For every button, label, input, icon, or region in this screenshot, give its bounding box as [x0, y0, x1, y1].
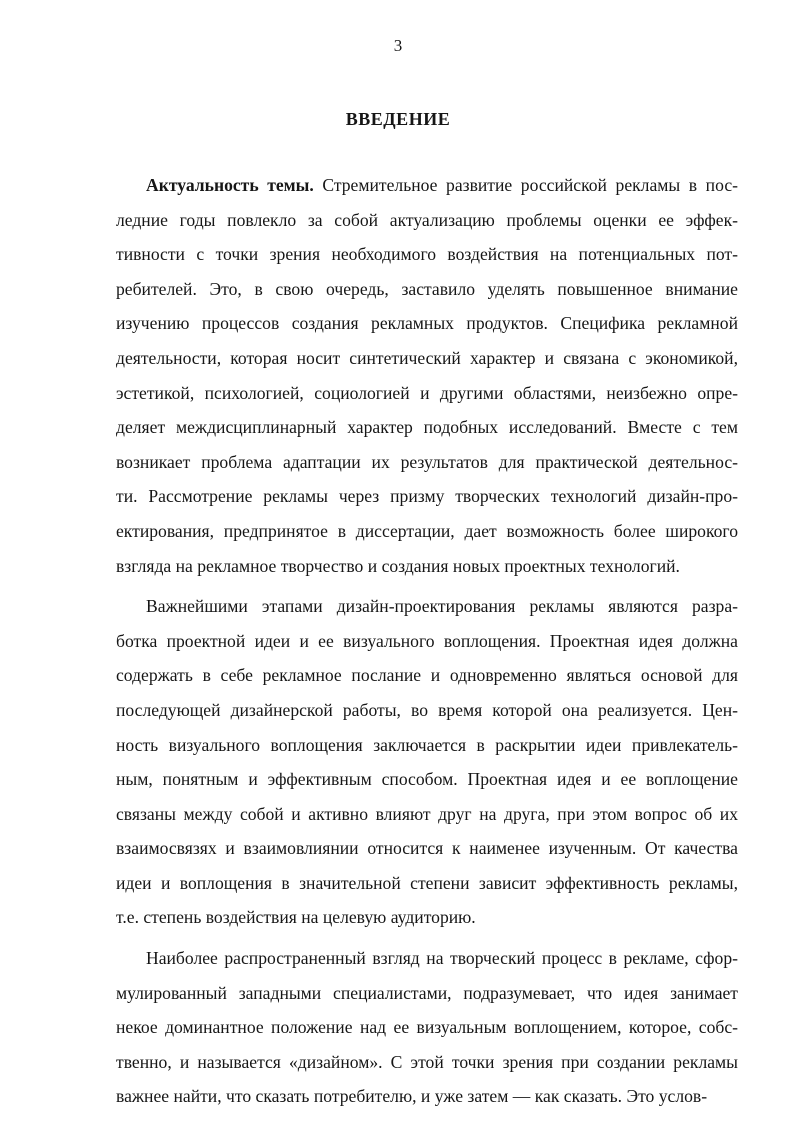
text-line	[116, 1045, 738, 1080]
text-line-content: твенно, и называется «дизайном». С этой точки зрения при создании рекламы	[116, 1051, 738, 1072]
text-line	[116, 445, 738, 480]
text-line	[116, 728, 738, 763]
paragraph	[116, 941, 738, 1114]
text-line-content: ребителей. Это, в свою очередь, заставило уделять повышенное внимание	[116, 278, 738, 299]
text-line-content: возникает проблема адаптации их результатов для практической деятельнос-	[116, 451, 738, 472]
text-line	[116, 168, 738, 203]
text-line	[116, 976, 738, 1011]
text-line	[116, 376, 738, 411]
text-line-content: взгляда на рекламное творчество и создания новых проектных технологий.	[116, 555, 680, 576]
text-line-content: т.е. степень воздействия на целевую аудиторию.	[116, 907, 476, 928]
text-line-content: эстетикой, психологией, социологией и другими областями, неизбежно опре-	[116, 382, 738, 403]
text-line	[116, 549, 738, 584]
text-line-content: ность визуального воплощения заключается в раскрытии идеи привлекатель-	[116, 734, 738, 755]
text-line	[116, 203, 738, 238]
text-line	[116, 589, 738, 624]
paragraph	[116, 168, 738, 583]
text-line-content: содержать в себе рекламное послание и одновременно являться основой для	[116, 665, 738, 686]
text-line	[116, 410, 738, 445]
text-line-content: деятельности, которая носит синтетический характер и связана с экономикой,	[116, 347, 738, 368]
text-line	[116, 514, 738, 549]
text-line	[116, 1010, 738, 1045]
text-line	[116, 941, 738, 976]
text-line	[116, 797, 738, 832]
text-line-content: идеи и воплощения в значительной степени зависит эффективность рекламы,	[116, 872, 738, 893]
text-line-content: ледние годы повлекло за собой актуализацию проблемы оценки ее эффек-	[116, 209, 738, 230]
paragraph	[116, 589, 738, 935]
text-line	[116, 341, 738, 376]
text-line	[116, 624, 738, 659]
text-line-content: ектирования, предпринятое в диссертации, дает возможность более широкого	[116, 520, 738, 541]
text-line-content: ти. Рассмотрение рекламы через призму творческих технологий дизайн-про-	[116, 486, 738, 507]
text-line-content: важнее найти, что сказать потребителю, и уже затем — как сказать. Это услов-	[116, 1086, 708, 1107]
page-heading: ВВЕДЕНИЕ	[345, 109, 451, 129]
text-line	[116, 831, 738, 866]
text-line-content: тивности с точки зрения необходимого воздействия на потенциальных пот-	[116, 244, 738, 265]
text-line-content: Важнейшими этапами дизайн-проектирования рекламы являются разра-	[146, 596, 738, 617]
text-line-content: связаны между собой и активно влияют друг на друга, при этом вопрос об их	[116, 803, 738, 824]
text-line-content: Стремительное развитие российской рекламы в пос-	[313, 175, 738, 195]
page-number: 3	[393, 36, 403, 55]
text-line-content: изучению процессов создания рекламных продуктов. Специфика рекламной	[116, 313, 738, 334]
text-line	[116, 900, 738, 935]
body-text	[116, 168, 738, 1114]
text-line	[116, 237, 738, 272]
text-line	[116, 762, 738, 797]
text-line	[116, 479, 738, 514]
text-line-content: мулированный западными специалистами, подразумевает, что идея занимает	[116, 982, 738, 1003]
text-line	[116, 1079, 738, 1114]
text-line	[116, 693, 738, 728]
paragraph-lead: Актуальность темы.	[146, 175, 314, 195]
text-line-content: последующей дизайнерской работы, во время которой она реализуется. Цен-	[116, 699, 738, 720]
text-line	[116, 866, 738, 901]
text-line	[116, 306, 738, 341]
text-line-content: некое доминантное положение над ее визуальным воплощением, которое, собс-	[116, 1017, 738, 1038]
text-line-content: ным, понятным и эффективным способом. Проектная идея и ее воплощение	[116, 769, 738, 790]
text-line-content: Наиболее распространенный взгляд на творческий процесс в рекламе, сфор-	[146, 948, 738, 969]
text-line-content: ботка проектной идеи и ее визуального воплощения. Проектная идея должна	[116, 630, 738, 651]
text-line	[116, 272, 738, 307]
text-line	[116, 658, 738, 693]
text-line-content: деляет междисциплинарный характер подобных исследований. Вместе с тем	[116, 417, 738, 438]
text-line-content: взаимосвязях и взаимовлиянии относится к наименее изученным. От качества	[116, 838, 738, 859]
